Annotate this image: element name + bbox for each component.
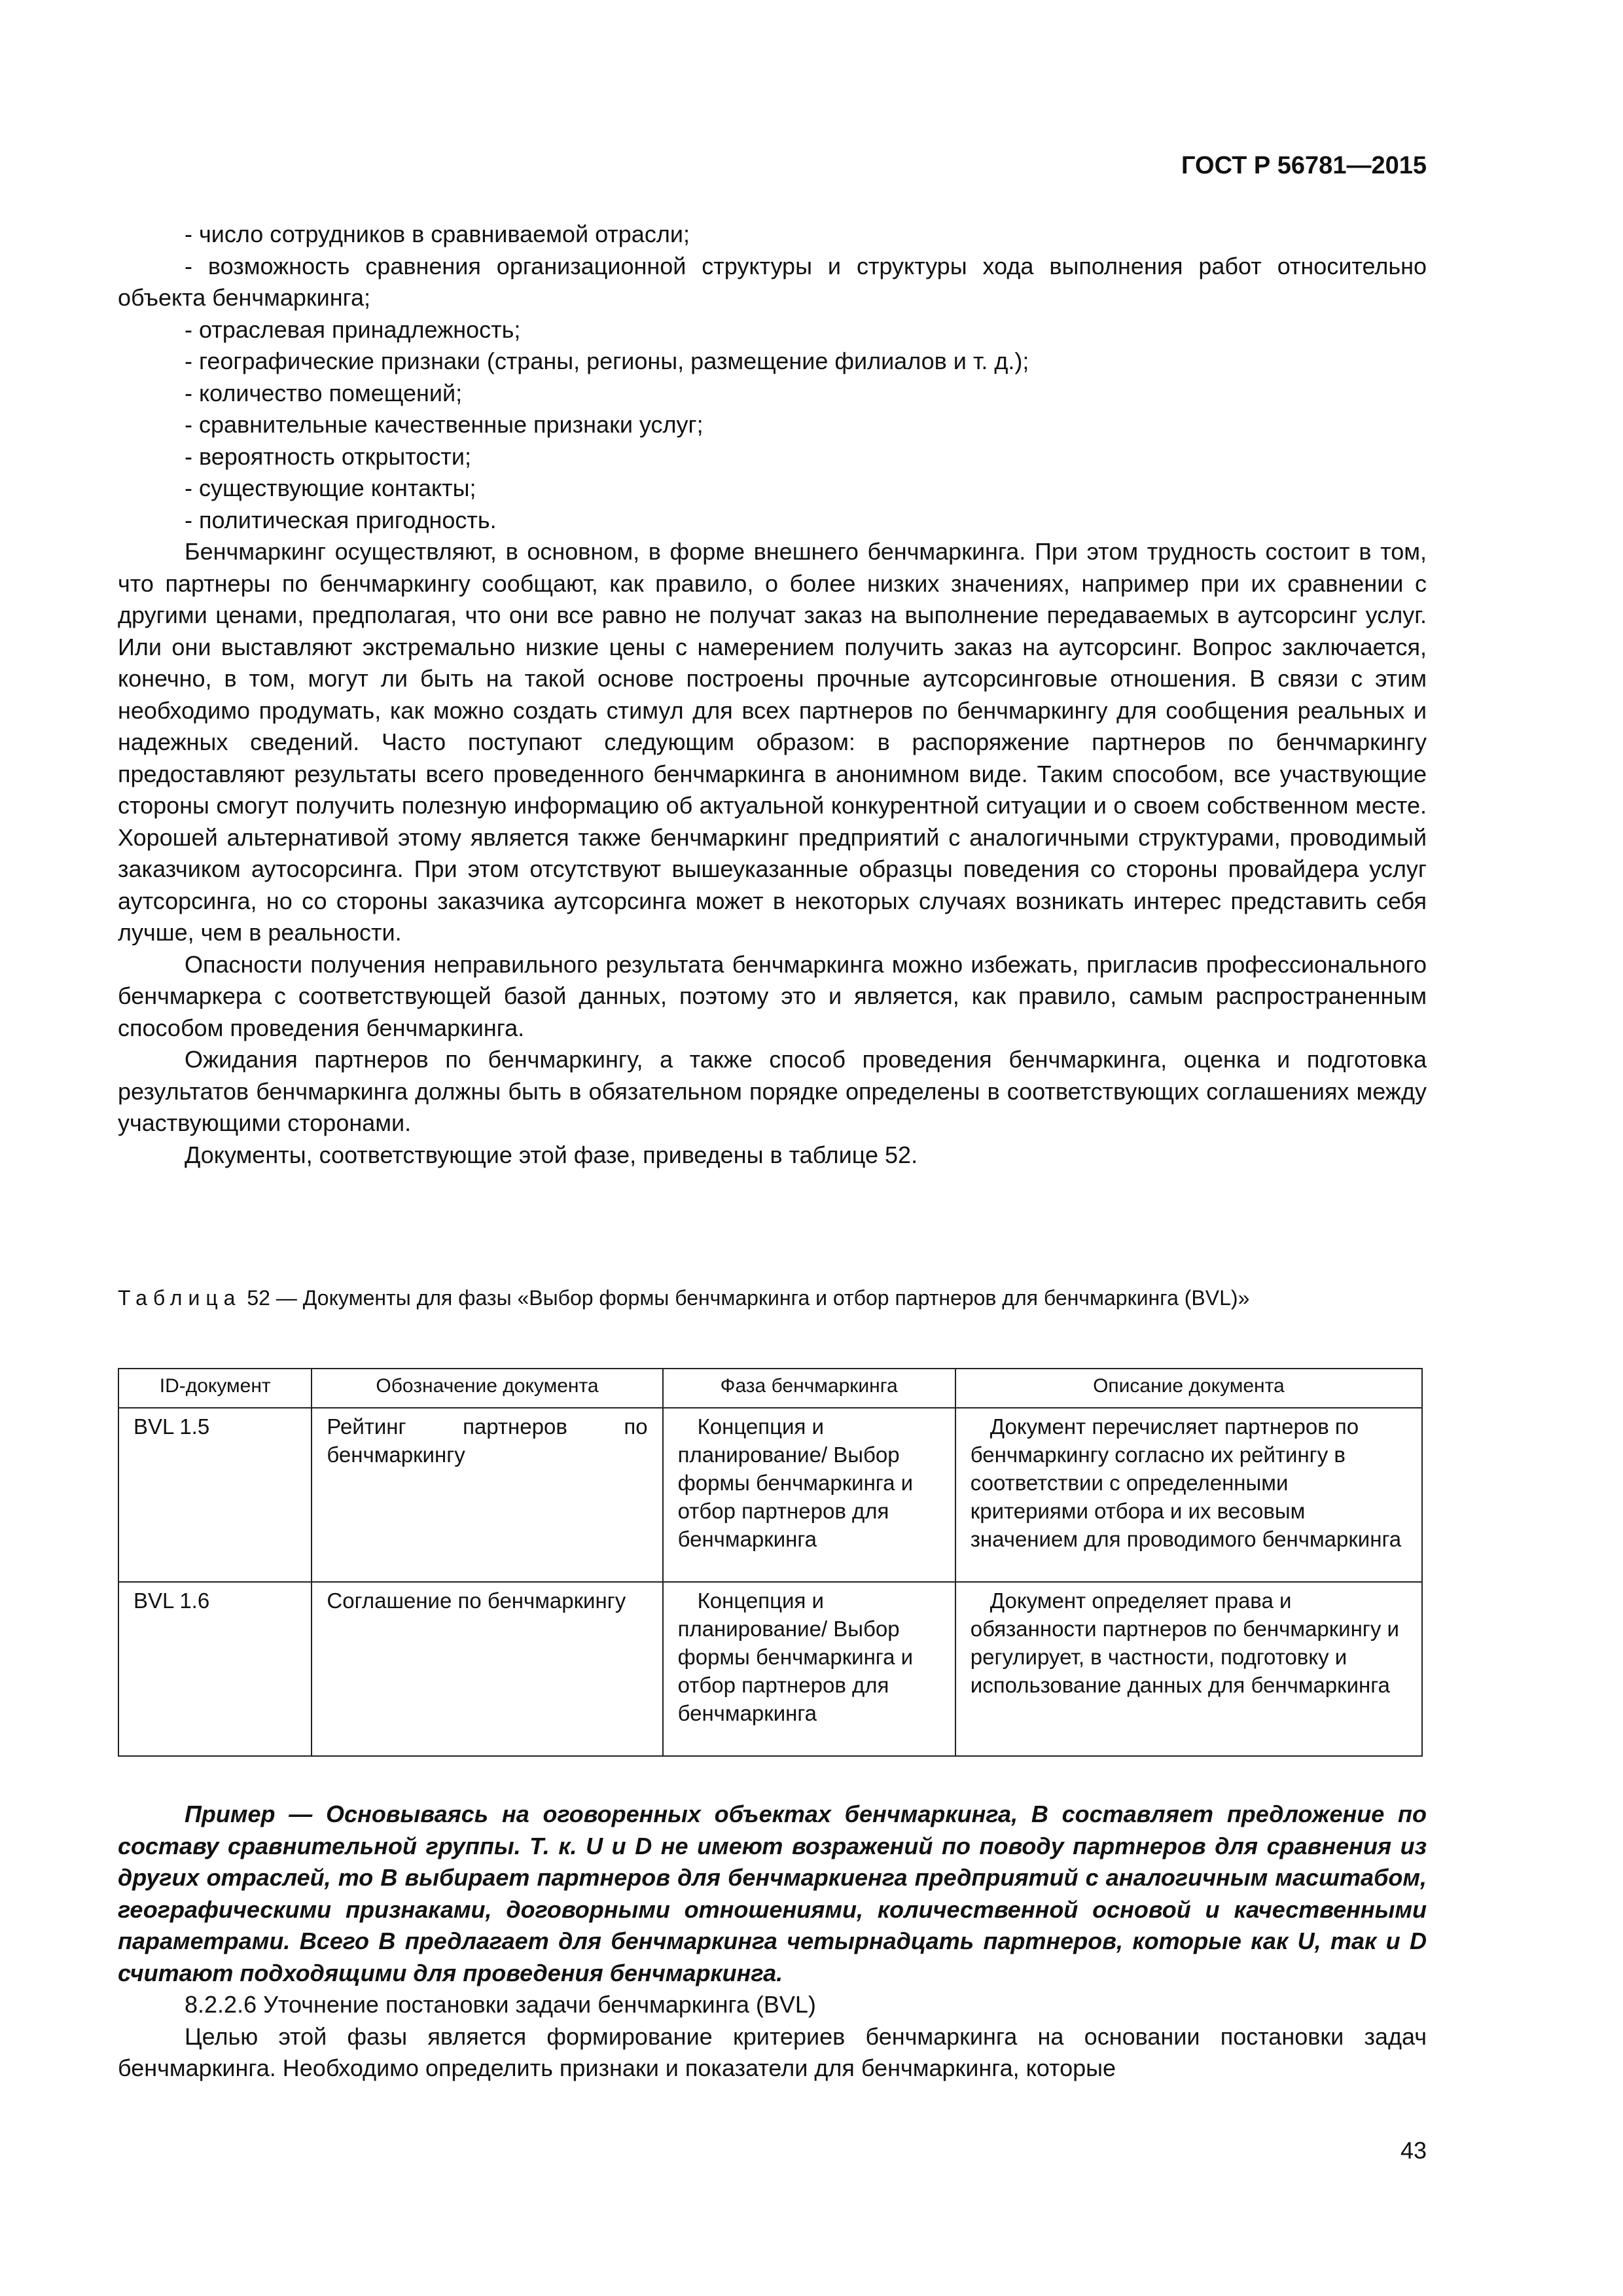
example-paragraph: Пример — Основываясь на оговоренных объектах бенчмаркинга, B составляет предложение по составу сравнительной группы. Т. к. U и D не имеют возражений по поводу партнеров для сравнения из других отраслей, то B выбирает партнеров для бенчмаркиенга предприятий с аналогичным масштабом, географическими признаками, договорными отношениями, количественной основой и качественными параметрами. Всего B предлагает для бенчмаркинга четырнадцать партнеров, которые как U, так и D считают подходящими для проведения бенчмаркинга. xyxy=(118,1801,1427,1986)
example-and-section-block xyxy=(118,1799,1427,2085)
list-item: - политическая пригодность. xyxy=(185,506,497,533)
paragraph-benchmarking-form: Бенчмаркинг осуществляют, в основном, в форме внешнего бенчмаркинга. При этом трудность состоит в том, что партнеры по бенчмаркингу сообщают, как правило, о более низких значениях, например при их сравнении с другими ценами, предполагая, что они все равно не получат заказ на выполнение передаваемых в аутсорсинг услуг. Или они выставляют экстремально низкие цены с намерением получить заказ на аутсорсинг. Вопрос заключается, конечно, в том, могут ли быть на такой основе построены прочные аутсорсинговые отношения. В связи с этим необходимо продумать, как можно создать стимул для всех партнеров по бенчмаркингу для сообщения реальных и надежных сведений. Часто поступают следующим образом: в распоряжение партнеров по бенчмаркингу предоставляют результаты всего проведенного бенчмаркинга в анонимном виде. Таким способом, все участвующие стороны смогут получить полезную информацию об актуальной конкурентной ситуации и о своем собственном месте. Хорошей альтернативой этому является также бенчмаркинг предприятий с аналогичными структурами, проводимый заказчиком аутосорсинга. При этом отсутствуют вышеуказанные образцы поведения со стороны провайдера услуг аутсорсинга, но со стороны заказчика аутсорсинга может в некоторых случаях возникать интерес представить себя лучше, чем в реальности. xyxy=(118,538,1427,946)
cell-phase: Концепция и планирование/ Выбор формы бенчмаркинга и отбор партнеров для бенчмаркинга xyxy=(663,1582,955,1756)
cell-phase: Концепция и планирование/ Выбор формы бенчмаркинга и отбор партнеров для бенчмаркинга xyxy=(663,1408,955,1582)
cell-name: Соглашение по бенчмаркингу xyxy=(312,1582,662,1756)
table-caption-label: Таблица xyxy=(118,1286,241,1310)
cell-description: Документ перечисляет партнеров по бенчмаркингу согласно их рейтингу в соответствии с определенными критериями отбора и их весовым значением для проводимого бенчмаркинга xyxy=(955,1408,1422,1582)
cell-description: Документ определяет права и обязанности партнеров по бенчмаркингу и регулирует, в частности, подготовку и использование данных для бенчмаркинга xyxy=(955,1582,1422,1756)
cell-name: Рейтинг партнеров по бенчмаркингу xyxy=(312,1408,662,1582)
table-caption-text: 52 — Документы для фазы «Выбор формы бенчмаркинга и отбор партнеров для бенчмаркинга (BVL)» xyxy=(247,1286,1250,1310)
document-header-code: ГОСТ Р 56781—2015 xyxy=(1181,152,1427,179)
cell-id: BVL 1.5 xyxy=(118,1408,312,1582)
table-header-row xyxy=(118,1369,1422,1408)
main-text-block xyxy=(118,219,1427,1171)
list-item: - число сотрудников в сравниваемой отрасли; xyxy=(185,221,690,247)
paragraph-expectations: Ожидания партнеров по бенчмаркингу, а также способ проведения бенчмаркинга, оценка и подготовка результатов бенчмаркинга должны быть в обязательном порядке определены в соответствующих соглашениях между участвующими сторонами. xyxy=(118,1046,1427,1136)
list-item: - географические признаки (страны, регионы, размещение филиалов и т. д.); xyxy=(185,348,1029,374)
column-header-phase: Фаза бенчмаркинга xyxy=(663,1369,955,1408)
list-item: - вероятность открытости; xyxy=(185,442,471,470)
paragraph-table-reference: Документы, соответствующие этой фазе, приведены в таблице 52. xyxy=(185,1141,918,1168)
list-item: - отраслевая принадлежность; xyxy=(185,315,521,343)
list-item: - количество помещений; xyxy=(185,379,463,406)
section-paragraph: Целью этой фазы является формирование критериев бенчмаркинга на основании постановки задач бенчмаркинга. Необходимо определить признаки и показатели для бенчмаркинга, которые xyxy=(118,2022,1427,2081)
list-item: - сравнительные качественные признаки услуг; xyxy=(185,411,704,438)
table-caption xyxy=(118,1284,1421,1312)
table-row xyxy=(118,1582,1422,1756)
column-header-name: Обозначение документа xyxy=(312,1369,662,1408)
section-heading: 8.2.2.6 Уточнение постановки задачи бенчмаркинга (BVL) xyxy=(185,1991,816,2018)
column-header-description: Описание документа xyxy=(955,1369,1422,1408)
list-item: - возможность сравнения организационной структуры и структуры хода выполнения работ относительно объекта бенчмаркинга; xyxy=(118,252,1427,311)
page-number: 43 xyxy=(1400,2137,1427,2164)
table-row xyxy=(118,1408,1422,1582)
column-header-id: ID-документ xyxy=(118,1369,312,1408)
cell-id: BVL 1.6 xyxy=(118,1582,312,1756)
paragraph-dangers: Опасности получения неправильного результата бенчмаркинга можно избежать, пригласив профессионального бенчмаркера с соответствующей базой данных, поэтому это и является, как правило, самым распространенным способом проведения бенчмаркинга. xyxy=(118,950,1427,1041)
documents-table xyxy=(118,1368,1423,1757)
list-item: - существующие контакты; xyxy=(185,475,476,501)
